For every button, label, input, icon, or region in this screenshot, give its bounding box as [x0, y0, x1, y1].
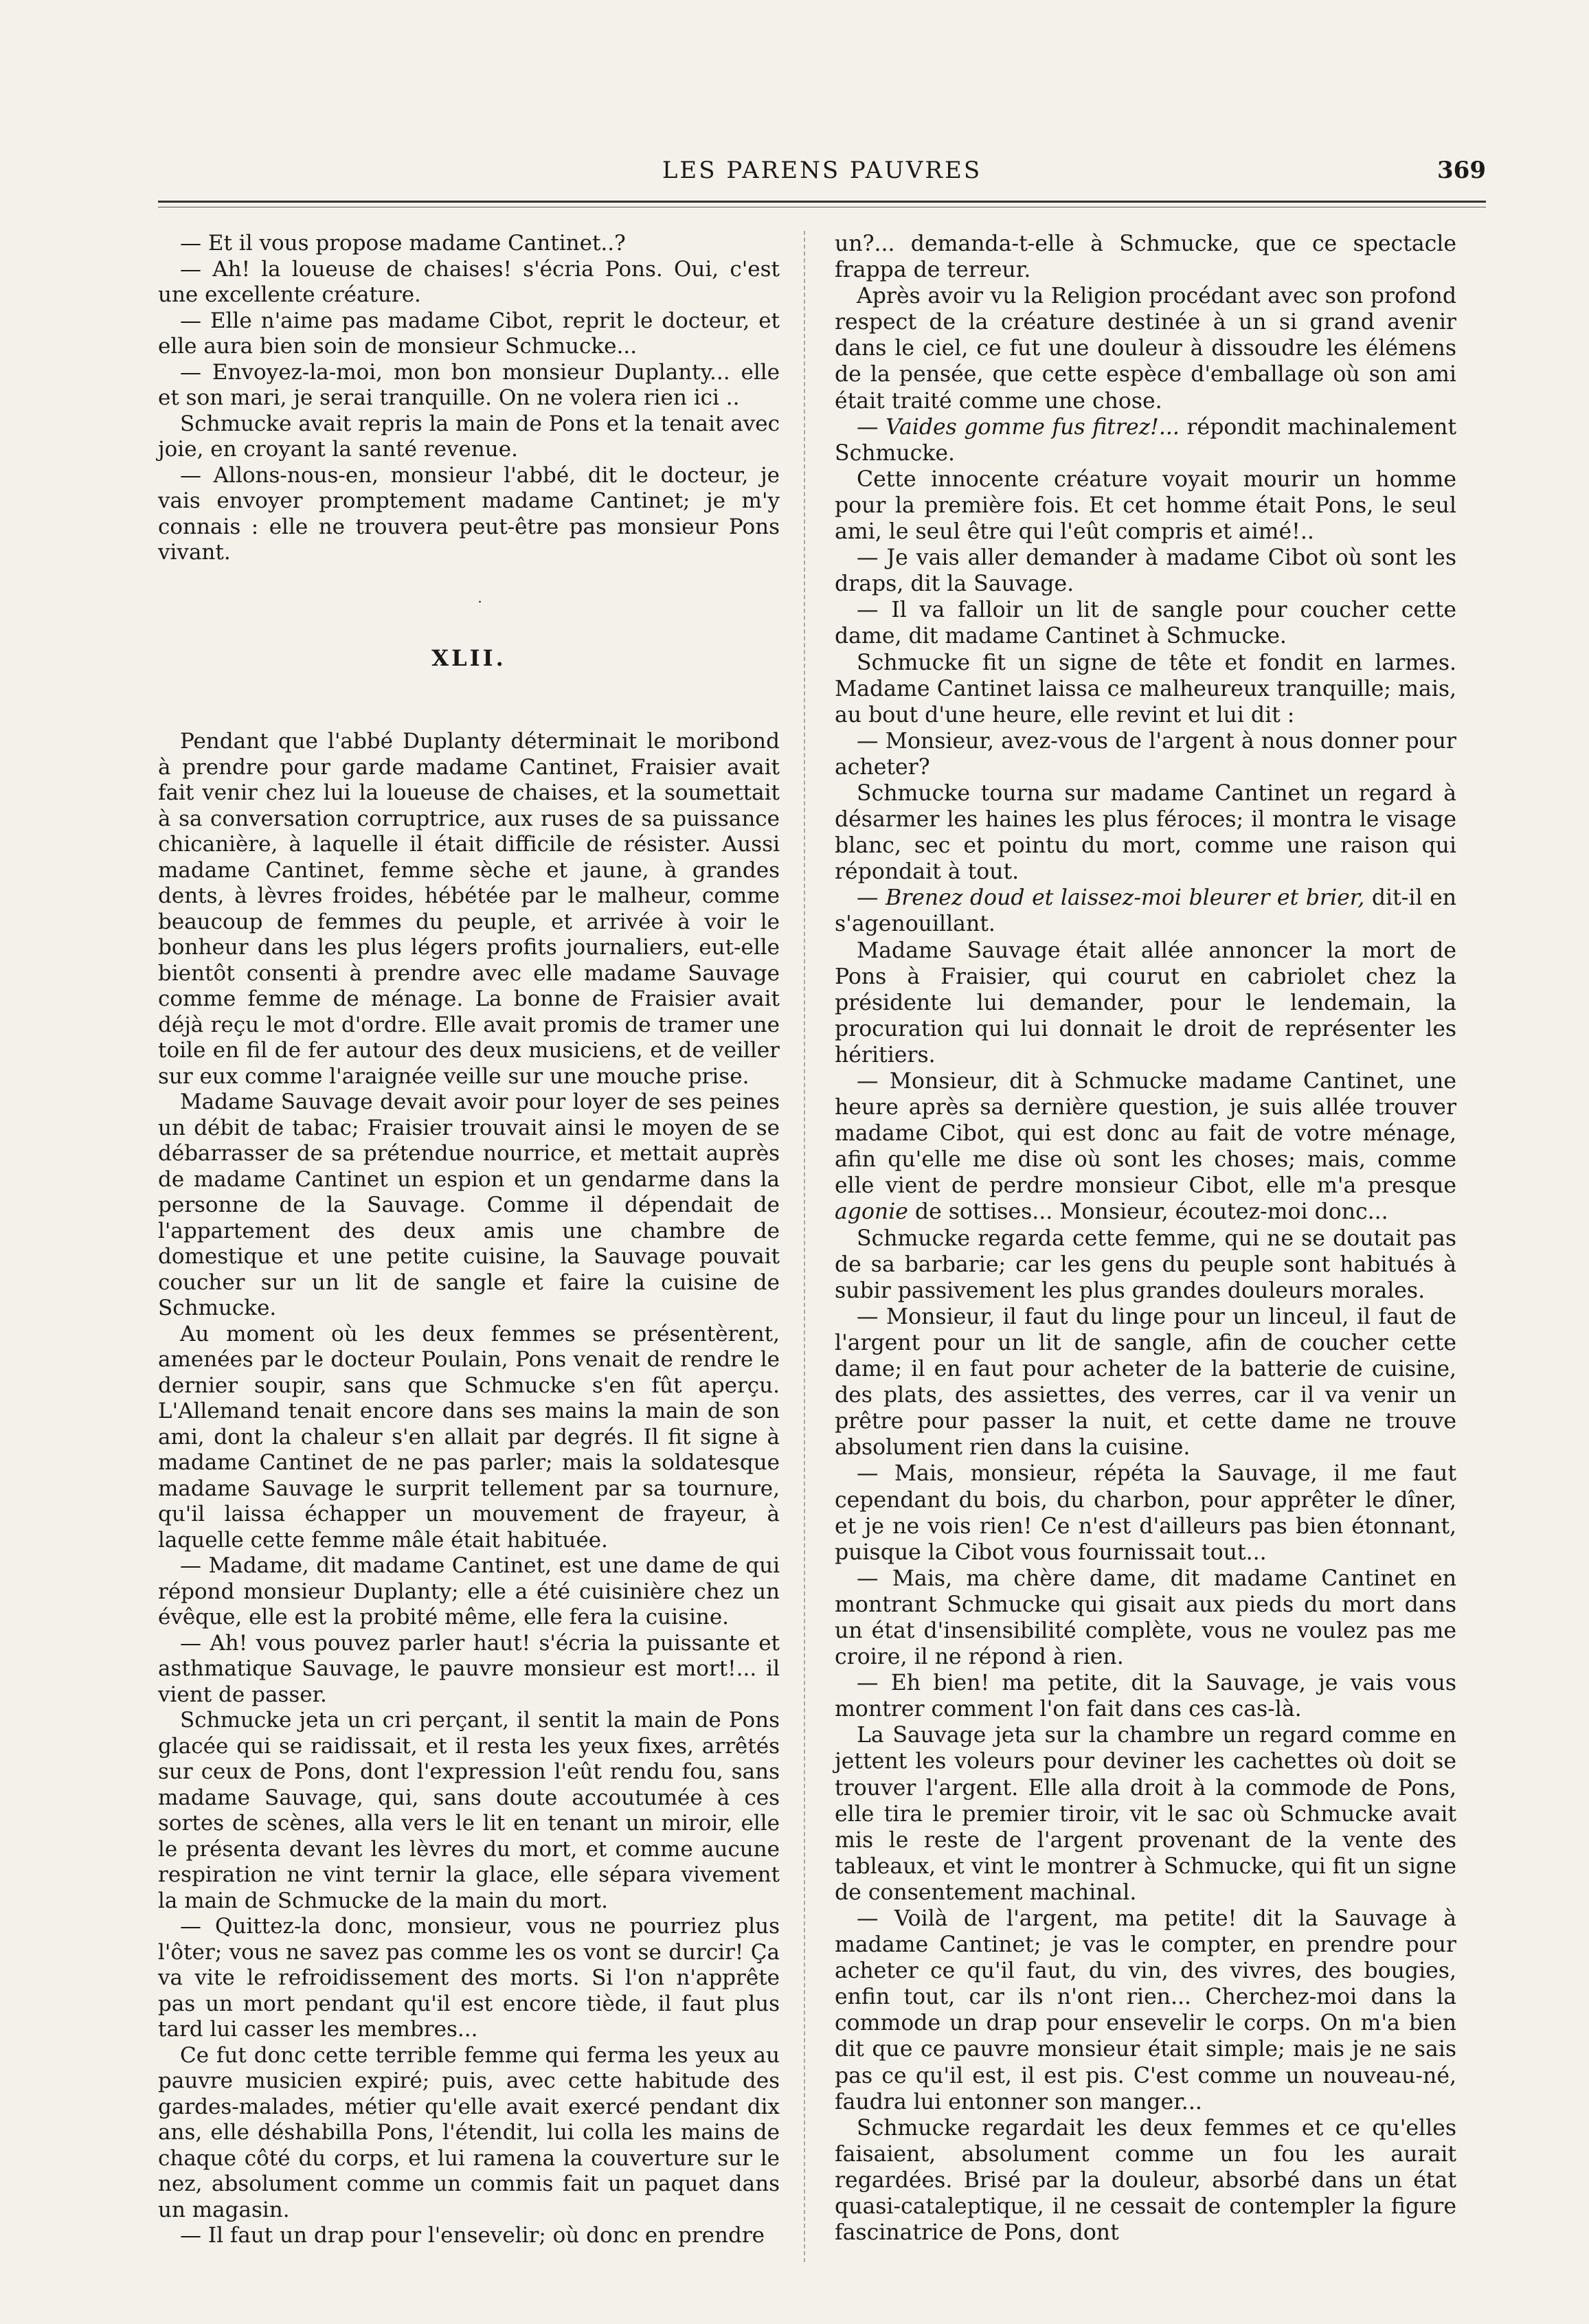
paragraph: — Je vais aller demander à madame Cibot où sont les draps, dit la Sauvage. — [835, 545, 1456, 597]
paragraph: — Monsieur, avez-vous de l'argent à nous donner pour acheter? — [835, 728, 1456, 780]
right-column — [835, 231, 1456, 2246]
chapter-heading: XLII. — [431, 644, 506, 671]
paragraph: — Quittez-la donc, monsieur, vous ne pourriez plus l'ôter; vous ne savez pas comme les os vont se durcir! Ça va vite le refroidissement des morts. Si l'on n'apprête pas un mort pendant qu'il est encore tiède, il faut plus tard lui casser les membres... — [158, 1914, 780, 2042]
paragraph — [835, 885, 1456, 937]
paragraph: — Ah! vous pouvez parler haut! s'écria la puissante et asthmatique Sauvage, le pauvre monsieur est mort!... il vient de passer. — [158, 1630, 780, 1707]
paragraph-text: — Monsieur, dit à Schmucke madame Cantinet, une heure après sa dernière question, je suis allée trouver madame Cibot, qui est donc au fait de votre ménage, afin qu'elle me dise où sont les choses; mais, comme elle vient de perdre monsieur Cibot, elle m'a presque — [835, 1069, 1456, 1199]
paragraph: — Ah! la loueuse de chaises! s'écria Pons. Oui, c'est une excellente créature. — [158, 256, 780, 307]
paragraph: un?... demanda-t-elle à Schmucke, que ce spectacle frappa de terreur. — [835, 232, 1456, 283]
paragraph — [835, 1068, 1456, 1226]
paragraph: — Mais, ma chère dame, dit madame Cantinet en montrant Schmucke qui gisait aux pieds du mort dans un état d'insensibilité complète, vous ne voulez pas me croire, il ne répond à rien. — [835, 1566, 1456, 1670]
section-dot: . — [477, 589, 482, 606]
paragraph: Au moment où les deux femmes se présentèrent, amenées par le docteur Poulain, Pons venait de rendre le dernier soupir, sans que Schmucke s'en fût aperçu. L'Allemand tenait encore dans ses mains la main de son ami, dont la chaleur s'en allait par degrés. Il fit signe à madame Cantinet de ne pas parler; mais la soldatesque madame Sauvage le surprit tellement par sa tournure, qu'il laissa échapper un mouvement de frayeur, à laquelle cette femme mâle était habituée. — [158, 1321, 780, 1553]
paragraph: — Eh bien! ma petite, dit la Sauvage, je vais vous montrer comment l'on fait dans ces cas-là. — [835, 1671, 1456, 1722]
paragraph: — Et il vous propose madame Cantinet..? — [180, 231, 626, 256]
paragraph: Schmucke tourna sur madame Cantinet un regard à désarmer les haines les plus féroces; il montra le visage blanc, sec et pointu du mort, comme une raison qui répondait à tout. — [835, 780, 1456, 885]
running-head — [158, 157, 1486, 198]
paragraph: Madame Sauvage était allée annoncer la mort de Pons à Fraisier, qui courut en cabriolet chez la présidente lui demander, pour le lendemain, la procuration qui lui donnait le droit de représenter les héritiers. — [835, 938, 1456, 1068]
german-accent-speech: Brenez doud et laissez-moi bleurer et brier, — [886, 885, 1365, 911]
header-rule-thick — [158, 201, 1486, 203]
column-divider — [804, 231, 805, 2262]
paragraph: Schmucke fit un signe de tête et fondit en larmes. Madame Cantinet laissa ce malheureux tranquille; mais, au bout d'une heure, elle revint et lui dit : — [835, 650, 1456, 727]
paragraph: Schmucke regarda cette femme, qui ne se doutait pas de sa barbarie; car les gens du peuple sont habitués à subir passivement les plus grandes douleurs morales. — [835, 1226, 1456, 1303]
paragraph: — Envoyez-la-moi, mon bon monsieur Duplanty... elle et son mari, je serai tranquille. On ne volera rien ici .. — [158, 359, 780, 410]
paragraph: — Allons-nous-en, monsieur l'abbé, dit le docteur, je vais envoyer promptement madame Cantinet; je m'y connais : elle ne trouvera peut-être pas monsieur Pons vivant. — [158, 462, 780, 565]
paragraph: Schmucke avait repris la main de Pons et la tenait avec joie, en croyant la santé revenue. — [158, 411, 780, 462]
paragraph: Ce fut donc cette terrible femme qui ferma les yeux au pauvre musicien expiré; puis, avec cette habitude des gardes-malades, métier qu'elle avait exercé pendant dix ans, elle déshabilla Pons, l'étendit, lui colla les mains de chaque côté du corps, et lui ramena la couverture sur le nez, absolument comme un commis fait un paquet dans un magasin. — [158, 2042, 780, 2222]
italic-word: agonie — [835, 1199, 908, 1225]
paragraph: Schmucke jeta un cri perçant, il sentit la main de Pons glacée qui se raidissait, et il resta les yeux fixes, arrêtés sur ceux de Pons, dont l'expression l'eût rendu fou, sans madame Sauvage, qui, sans doute accoutumée à ces sortes de scènes, alla vers le lit en tenant un miroir, elle le présenta devant les lèvres du mort, et comme aucune respiration ne vint ternir la glace, elle sépara vivement la main de Schmucke de la main du mort. — [158, 1708, 780, 1913]
paragraph: Schmucke regardait les deux femmes et ce qu'elles faisaient, absolument comme un fou les aurait regardées. Brisé par la douleur, absorbé dans un état quasi-cataleptique, il ne cessait de contempler la figure fascinatrice de Pons, dont — [835, 2115, 1456, 2246]
paragraph: — Il faut un drap pour l'ensevelir; où donc en prendre — [180, 2223, 765, 2248]
running-title: LES PARENS PAUVRES — [662, 157, 982, 184]
paragraph: La Sauvage jeta sur la chambre un regard comme en jettent les voleurs pour deviner les cachettes où doit se trouver l'argent. Elle alla droit à la commode de Pons, elle tira le premier tiroir, vit le sac où Schmucke avait mis le reste de l'argent provenant de la vente des tableaux, et vint le montrer à Schmucke, qui fit un signe de consentement machinal. — [835, 1723, 1456, 1905]
paragraph: Cette innocente créature voyait mourir un homme pour la première fois. Et cet homme était Pons, le seul ami, le seul être qui l'eût compris et aimé!.. — [835, 466, 1456, 545]
paragraph: — Madame, dit madame Cantinet, est une dame de qui répond monsieur Duplanty; elle a été cuisinière chez un évêque, elle est la probité même, elle fera la cuisine. — [158, 1553, 780, 1629]
section-break — [158, 566, 780, 591]
paragraph: — Elle n'aime pas madame Cibot, reprit le docteur, et elle aura bien soin de monsieur Schmucke... — [158, 308, 780, 359]
paragraph: Après avoir vu la Religion procédant avec son profond respect de la créature destinée à un si grand avenir dans le ciel, ce fut une douleur à dissoudre les élémens de la pensée, que cette espèce d'emballage où son ami était traité comme une chose. — [835, 284, 1456, 414]
paragraph: Pendant que l'abbé Duplanty déterminait le moribond à prendre pour garde madame Cantinet, Fraisier avait fait venir chez lui la loueuse de chaises, et la soumettait à sa conversation corruptrice, aux ruses de sa puissance chicanière, à laquelle il était difficile de résister. Aussi madame Cantinet, femme sèche et jaune, à grandes dents, à lèvres froides, hébétée par le malheur, comme beaucoup de femmes du peuple, et arrivée à voir le bonheur dans les plus légers profits journaliers, eut-elle bientôt consenti à prendre avec elle madame Sauvage comme femme de ménage. La bonne de Fraisier avait déjà reçu le mot d'ordre. Elle avait promis de tramer une toile en fil de fer autour des deux musiciens, et de veiller sur eux comme l'araignée veille sur une mouche prise. — [158, 729, 780, 1089]
paragraph: — Il va falloir un lit de sangle pour coucher cette dame, dit madame Cantinet à Schmucke. — [835, 598, 1456, 649]
paragraph-text: dit-il en s'agenouillant. — [835, 885, 1457, 937]
paragraph: Madame Sauvage devait avoir pour loyer de ses peines un débit de tabac; Fraisier trouvait ainsi le moyen de se débarrasser de sa prétendue nourrice, et mettait auprès de madame Cantinet un espion et un gendarme dans la personne de la Sauvage. Comme il dépendait de l'appartement des deux amis une chambre de domestique et une petite cuisine, la Sauvage pouvait coucher sur un lit de sangle et faire la cuisine de Schmucke. — [158, 1090, 780, 1320]
page-number: 369 — [1437, 157, 1486, 184]
paragraph: — Vaides gomme fus fitrez!... répondit machinalement Schmucke. — [835, 414, 1457, 466]
paragraph-text: répondit machinalement Schmucke. — [835, 414, 1457, 466]
dialogue-dash: — — [857, 885, 886, 911]
paragraph-text: de sottises... Monsieur, écoutez-moi donc... — [908, 1199, 1388, 1225]
german-accent-speech: Vaides gomme fus fitrez!... — [886, 414, 1180, 440]
paragraph: — Monsieur, il faut du linge pour un linceul, il faut de l'argent pour un lit de sangle, afin de coucher cette dame; il en faut pour acheter de la batterie de cuisine, des plats, des assiettes, des verres, car il va venir un prêtre pour passer la nuit, et cette dame ne trouve absolument rien dans la cuisine. — [835, 1304, 1456, 1460]
left-column — [158, 231, 780, 2249]
paragraph: — Mais, monsieur, répéta la Sauvage, il me faut cependant du bois, du charbon, pour apprêter le dîner, et je ne vois rien! Ce n'est d'ailleurs pas bien étonnant, puisque la Cibot vous fournissait tout... — [835, 1461, 1456, 1565]
paragraph: — Voilà de l'argent, ma petite! dit la Sauvage à madame Cantinet; je vas le compter, en prendre pour acheter ce qu'il faut, du vin, des vivres, des bougies, enfin tout, car ils n'ont rien... Cherchez-moi dans la commode un drap pour ensevelir le corps. On m'a bien dit que ce pauvre monsieur était simple; mais je ne sais pas ce qu'il est, il est pis. C'est comme un nouveau-né, faudra lui entonner son manger... — [835, 1906, 1456, 2114]
